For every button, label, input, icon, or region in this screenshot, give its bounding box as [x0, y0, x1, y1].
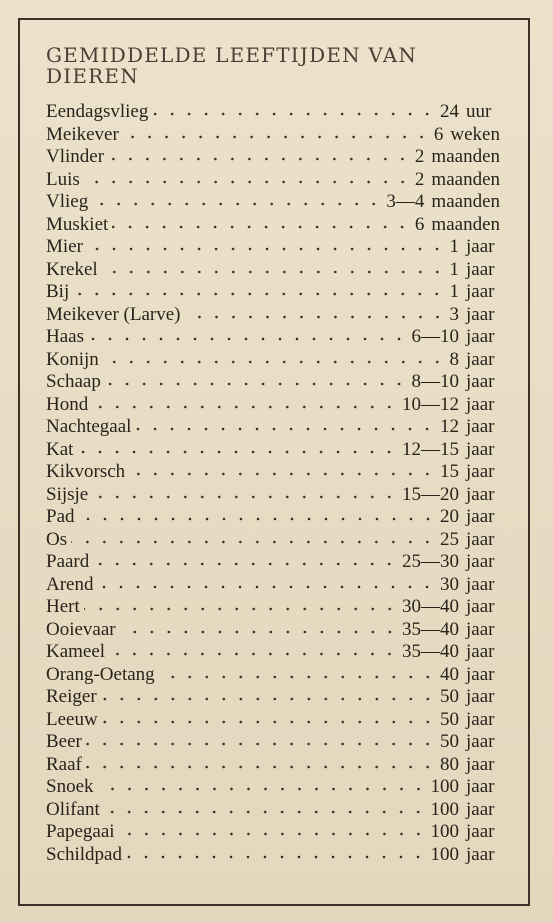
animal-name: Bij	[46, 281, 70, 302]
list-item	[46, 529, 500, 552]
dot-leader	[87, 246, 446, 252]
lifespan-value: 100	[430, 821, 459, 842]
animal-name: Konijn	[46, 348, 99, 370]
lifespan-value: 30	[440, 573, 459, 595]
list-item	[46, 776, 500, 799]
lifespan-unit: jaar	[466, 663, 495, 685]
animal-name: Nachtegaal	[46, 416, 132, 437]
animal-name: Krekel	[46, 258, 98, 280]
lifespan-value: 25	[440, 528, 459, 550]
lifespan-unit: jaar	[466, 618, 495, 640]
list-item	[46, 574, 500, 597]
animal-name: Snoek	[46, 776, 94, 797]
lifespan-unit: jaar	[466, 438, 495, 460]
animal-name: Haas	[46, 326, 84, 347]
lifespan-value: 80	[440, 753, 459, 775]
list-item	[46, 191, 500, 214]
dot-leader	[152, 111, 436, 117]
list-item	[46, 596, 500, 619]
dot-leader	[93, 561, 398, 567]
lifespan-unit: jaar	[466, 798, 495, 820]
dot-leader	[73, 291, 445, 297]
animal-name: Pad	[46, 506, 75, 527]
lifespan-unit: jaar	[466, 281, 495, 302]
dot-leader	[101, 696, 436, 702]
animal-name: Hond	[46, 393, 89, 415]
dot-leader	[86, 764, 436, 770]
lifespan-value: 30—40	[402, 596, 459, 617]
lifespan-list	[46, 101, 500, 866]
list-item	[46, 484, 500, 507]
list-item	[46, 551, 500, 574]
list-item	[46, 416, 500, 439]
lifespan-value: 50	[440, 708, 459, 730]
lifespan-unit: jaar	[466, 551, 495, 572]
animal-name: Meikever (Larve)	[46, 303, 181, 325]
animal-name: Mier	[46, 236, 83, 257]
lifespan-value: 1	[449, 258, 459, 280]
lifespan-unit: maanden	[431, 191, 500, 212]
list-item	[46, 731, 500, 754]
list-item	[46, 146, 500, 169]
page-title: GEMIDDELDE LEEFTIJDEN VAN DIEREN	[46, 43, 418, 88]
lifespan-unit: jaar	[466, 821, 495, 842]
list-item	[46, 821, 500, 844]
list-item	[46, 281, 500, 304]
list-item	[46, 619, 500, 642]
dot-leader	[77, 449, 398, 455]
animal-name: Raaf	[46, 753, 82, 775]
lifespan-value: 20	[440, 506, 459, 527]
lifespan-unit: maanden	[431, 168, 500, 190]
dot-leader	[92, 404, 398, 410]
animal-name: Vlinder	[46, 146, 105, 167]
lifespan-unit: jaar	[466, 236, 495, 257]
list-item	[46, 236, 500, 259]
dot-leader	[84, 606, 398, 612]
lifespan-unit: jaar	[466, 393, 495, 415]
animal-name: Vlieg	[46, 191, 89, 212]
animal-name: Reiger	[46, 686, 97, 707]
lifespan-value: 1	[449, 236, 459, 257]
list-item	[46, 394, 500, 417]
animal-name: Papegaai	[46, 821, 115, 842]
animal-name: Ooievaar	[46, 618, 116, 640]
animal-name: Paard	[46, 551, 90, 572]
lifespan-unit: jaar	[466, 708, 495, 730]
dot-leader	[103, 359, 446, 365]
animal-name: Kikvorsch	[46, 461, 126, 482]
lifespan-unit: uur	[466, 101, 492, 122]
list-item	[46, 641, 500, 664]
lifespan-value: 35—40	[402, 641, 459, 662]
lifespan-unit: jaar	[466, 258, 495, 280]
lifespan-unit: jaar	[466, 416, 495, 437]
lifespan-unit: jaar	[466, 731, 495, 752]
lifespan-unit: jaar	[466, 348, 495, 370]
lifespan-value: 8—10	[411, 371, 459, 392]
list-item	[46, 304, 500, 327]
lifespan-value: 8	[449, 348, 459, 370]
lifespan-unit: jaar	[466, 326, 495, 347]
lifespan-unit: jaar	[466, 371, 495, 392]
lifespan-value: 6—10	[411, 326, 459, 347]
list-item	[46, 709, 500, 732]
dot-leader	[79, 516, 437, 522]
animal-name: Schildpad	[46, 843, 122, 865]
dot-leader	[97, 584, 436, 590]
animal-name: Arend	[46, 573, 94, 595]
animal-name: Schaap	[46, 371, 101, 392]
dot-leader	[102, 269, 446, 275]
animal-name: Hert	[46, 596, 80, 617]
list-item	[46, 169, 500, 192]
lifespan-value: 15	[440, 461, 459, 482]
lifespan-unit: jaar	[466, 843, 495, 865]
animal-name: Sijsje	[46, 483, 89, 505]
dot-leader	[123, 134, 430, 140]
lifespan-value: 24	[440, 101, 459, 122]
animal-name: Kat	[46, 438, 74, 460]
list-item	[46, 799, 500, 822]
dot-leader	[109, 651, 398, 657]
dot-leader	[112, 224, 411, 230]
dot-leader	[92, 494, 398, 500]
list-item	[46, 686, 500, 709]
dot-leader	[71, 539, 436, 545]
list-item	[46, 326, 500, 349]
list-item	[46, 461, 500, 484]
lifespan-unit: jaar	[466, 686, 495, 707]
list-item	[46, 844, 500, 867]
animal-name: Leeuw	[46, 708, 98, 730]
lifespan-value: 15—20	[402, 483, 459, 505]
list-item	[46, 349, 500, 372]
dot-leader	[86, 741, 436, 747]
dot-leader	[119, 831, 427, 837]
list-item	[46, 124, 500, 147]
list-item	[46, 371, 500, 394]
dot-leader	[84, 179, 411, 185]
dot-leader	[120, 629, 398, 635]
animal-name: Muskiet	[46, 213, 109, 235]
lifespan-unit: jaar	[466, 596, 495, 617]
lifespan-unit: weken	[450, 123, 500, 145]
lifespan-unit: jaar	[466, 776, 495, 797]
lifespan-unit: jaar	[466, 528, 495, 550]
lifespan-value: 12—15	[402, 438, 459, 460]
dot-leader	[185, 314, 446, 320]
lifespan-value: 1	[449, 281, 459, 302]
animal-name: Meikever	[46, 123, 119, 145]
dot-leader	[105, 381, 408, 387]
dot-leader	[135, 426, 436, 432]
lifespan-value: 2	[414, 146, 425, 167]
lifespan-value: 25—30	[402, 551, 459, 572]
lifespan-unit: jaar	[466, 641, 495, 662]
lifespan-value: 3—4	[386, 191, 425, 212]
lifespan-unit: jaar	[466, 303, 495, 325]
list-item	[46, 754, 500, 777]
lifespan-unit: maanden	[431, 146, 500, 167]
lifespan-unit: jaar	[466, 483, 495, 505]
lifespan-value: 10—12	[402, 393, 459, 415]
lifespan-unit: jaar	[466, 506, 495, 527]
list-item	[46, 259, 500, 282]
lifespan-value: 3	[449, 303, 459, 325]
lifespan-value: 100	[430, 843, 459, 865]
lifespan-value: 50	[440, 731, 459, 752]
animal-name: Eendagsvlieg	[46, 101, 149, 122]
animal-name: Orang-Oetang	[46, 663, 155, 685]
lifespan-unit: jaar	[466, 573, 495, 595]
dot-leader	[98, 786, 427, 792]
dot-leader	[92, 201, 382, 207]
lifespan-value: 100	[430, 776, 459, 797]
lifespan-value: 40	[440, 663, 459, 685]
animal-name: Kameel	[46, 641, 106, 662]
lifespan-unit: jaar	[466, 753, 495, 775]
lifespan-value: 35—40	[402, 618, 459, 640]
animal-name: Olifant	[46, 798, 100, 820]
dot-leader	[104, 809, 427, 815]
list-item	[46, 506, 500, 529]
animal-name: Os	[46, 528, 68, 550]
lifespan-value: 2	[414, 168, 425, 190]
lifespan-value: 50	[440, 686, 459, 707]
dot-leader	[159, 674, 436, 680]
list-item	[46, 214, 500, 237]
dot-leader	[102, 719, 436, 725]
list-item	[46, 439, 500, 462]
lifespan-value: 6	[414, 213, 425, 235]
lifespan-unit: maanden	[431, 213, 500, 235]
dot-leader	[129, 471, 436, 477]
lifespan-unit: jaar	[466, 461, 495, 482]
list-item	[46, 664, 500, 687]
animal-name: Luis	[46, 168, 80, 190]
dot-leader	[88, 336, 408, 342]
list-item	[46, 101, 500, 124]
lifespan-value: 6	[433, 123, 444, 145]
animal-name: Beer	[46, 731, 82, 752]
lifespan-value: 12	[440, 416, 459, 437]
dot-leader	[126, 854, 427, 860]
lifespan-value: 100	[430, 798, 459, 820]
dot-leader	[108, 156, 411, 162]
